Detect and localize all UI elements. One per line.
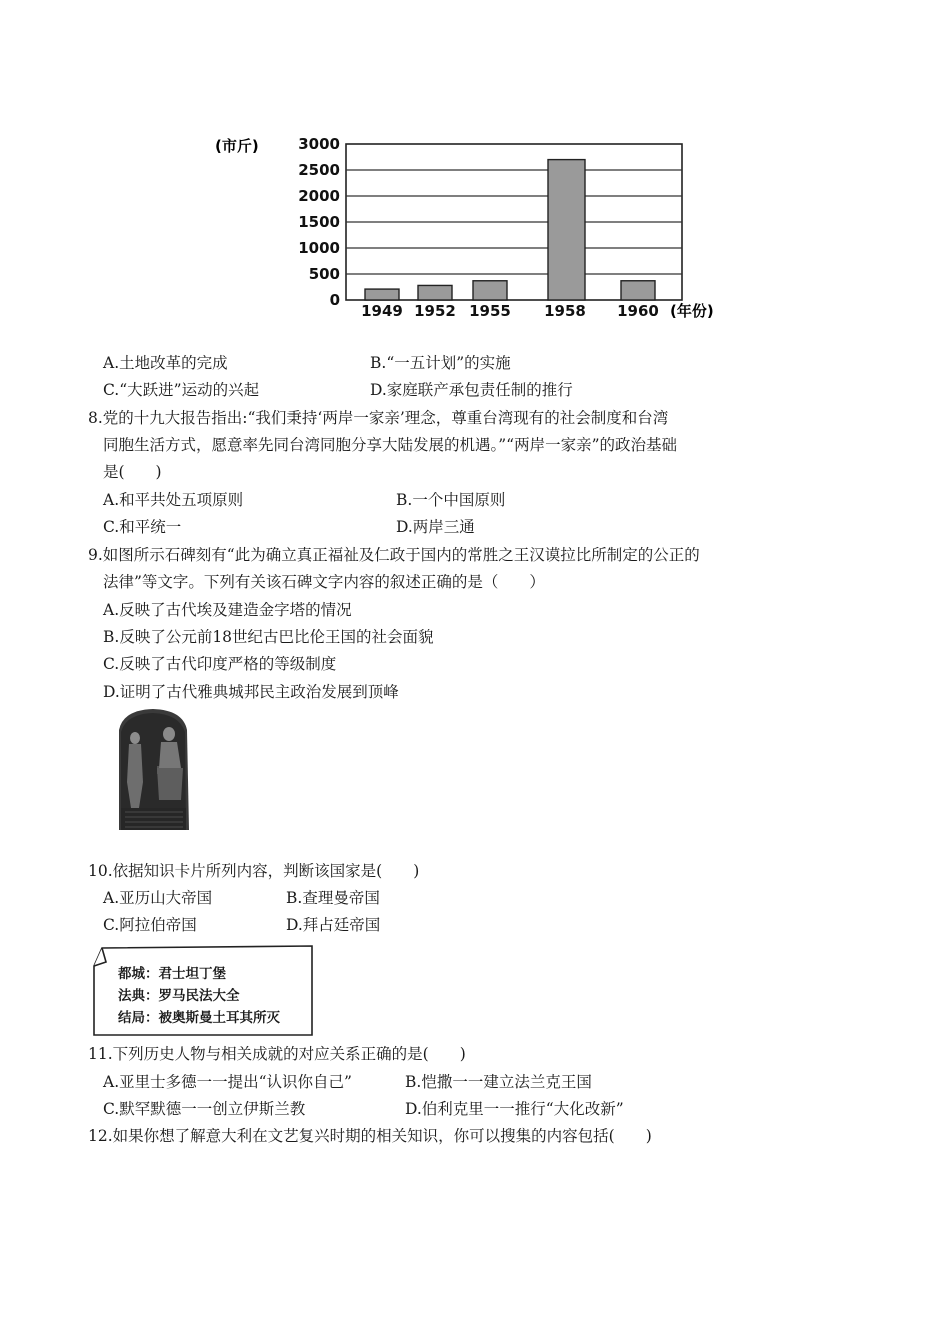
bar-1958 (548, 160, 585, 300)
q8-option-a: A.和平共处五项原则 (103, 491, 244, 509)
bar-1949 (365, 289, 399, 300)
y-tick-label: 0 (329, 291, 340, 309)
q12-stem-line1: 12.如果你想了解意大利在文艺复兴时期的相关知识，你可以搜集的内容包括( ) (88, 1127, 652, 1145)
y-tick-label: 1000 (298, 239, 340, 257)
x-tick-label: 1955 (469, 302, 511, 320)
y-tick-label: 2000 (298, 187, 340, 205)
x-tick-label: 1952 (414, 302, 456, 320)
q11-option-c: C.默罕默德一一创立伊斯兰教 (103, 1100, 306, 1118)
q8-stem-line3: 是( ) (103, 463, 162, 481)
q8-stem-line1: 8.党的十九大报告指出:“我们秉持‘两岸一家亲’理念，尊重台湾现有的社会制度和台湾 (88, 409, 669, 427)
card-line-capital: 都城：君士坦丁堡 (118, 966, 226, 982)
chart-x-ticks (361, 302, 659, 320)
grain-bar-chart (210, 130, 740, 330)
hammurabi-stele-image (113, 708, 193, 830)
q10-option-a: A.亚历山大帝国 (103, 889, 213, 907)
q7-option-c: C.“大跃进”运动的兴起 (103, 381, 260, 399)
card-line-ending: 结局：被奥斯曼土耳其所灭 (118, 1010, 280, 1026)
x-tick-label: 1958 (544, 302, 586, 320)
q11-option-b: B.恺撒一一建立法兰克王国 (405, 1073, 592, 1091)
q8-option-d: D.两岸三通 (396, 518, 475, 536)
chart-bars (365, 160, 655, 300)
chart-y-ticks (298, 135, 340, 309)
q9-option-b: B.反映了公元前18世纪古巴比伦王国的社会面貌 (103, 628, 434, 646)
q9-stem-line2: 法律”等文字。下列有关该石碑文字内容的叙述正确的是（ ） (103, 573, 545, 591)
q7-option-a: A.土地改革的完成 (103, 354, 228, 372)
q8-stem-line2: 同胞生活方式，愿意率先同台湾同胞分享大陆发展的机遇。”“两岸一家亲”的政治基础 (103, 436, 678, 454)
q11-stem-line1: 11.下列历史人物与相关成就的对应关系正确的是( ) (88, 1045, 466, 1063)
q10-option-b: B.查理曼帝国 (286, 889, 380, 907)
bar-1960 (621, 281, 655, 300)
q11-option-a: A.亚里士多德一一提出“认识你自己” (103, 1073, 352, 1091)
y-tick-label: 2500 (298, 161, 340, 179)
q10-option-c: C.阿拉伯帝国 (103, 916, 197, 934)
q7-option-b: B.“一五计划”的实施 (370, 354, 511, 372)
y-tick-label: 500 (308, 265, 340, 283)
y-axis-label: (市斤) (215, 137, 259, 155)
y-tick-label: 3000 (298, 135, 340, 153)
q9-option-a: A.反映了古代埃及建造金字塔的情况 (103, 601, 352, 619)
q11-option-d: D.伯利克里一一推行“大化改新” (405, 1100, 624, 1118)
q9-option-d: D.证明了古代雅典城邦民主政治发展到顶峰 (103, 683, 399, 701)
x-axis-label: (年份) (670, 302, 714, 320)
q9-stem-line1: 9.如图所示石碑刻有“此为确立真正福祉及仁政于国内的常胜之王汉谟拉比所制定的公正的 (88, 546, 700, 564)
x-tick-label: 1949 (361, 302, 403, 320)
bar-1955 (473, 281, 507, 300)
chart-grid (346, 144, 682, 300)
q8-option-c: C.和平统一 (103, 518, 182, 536)
q8-option-b: B.一个中国原则 (396, 491, 506, 509)
q9-option-c: C.反映了古代印度严格的等级制度 (103, 655, 337, 673)
y-tick-label: 1500 (298, 213, 340, 231)
q10-stem-line1: 10.依据知识卡片所列内容，判断该国家是( ) (88, 862, 420, 880)
q7-option-d: D.家庭联产承包责任制的推行 (370, 381, 573, 399)
card-line-code: 法典：罗马民法大全 (118, 988, 240, 1004)
bar-1952 (418, 285, 452, 300)
q10-option-d: D.拜占廷帝国 (286, 916, 381, 934)
x-tick-label: 1960 (617, 302, 659, 320)
